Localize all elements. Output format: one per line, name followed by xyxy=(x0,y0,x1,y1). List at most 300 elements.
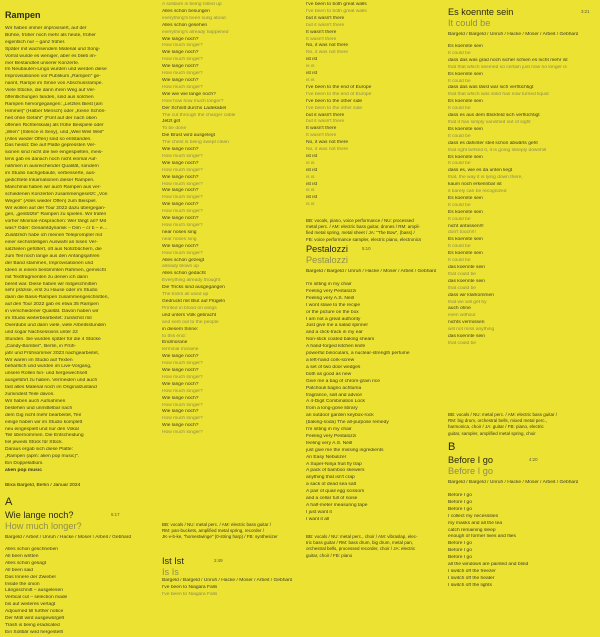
lyric-line: even without xyxy=(448,313,476,319)
lyrics-before-i-go xyxy=(448,493,528,590)
lyric-line: The tricks all used up xyxy=(162,292,209,298)
essay-line: in verschiedener Qualität. Davon haben wir xyxy=(5,309,99,315)
essay-line: Daraus ergab sich diese Platte: xyxy=(5,447,73,453)
lyric-line: How much longer? xyxy=(162,416,203,422)
lyric-line: but it wasn't there xyxy=(306,22,345,28)
lyric-line: powerful binoculars, a nuclear-strength perfume xyxy=(306,351,410,357)
lyric-line: Patchouli bagno achtuma xyxy=(306,385,362,391)
lyric-line: but it wasn't there xyxy=(306,119,345,125)
lyric-line: Before I go xyxy=(448,499,472,505)
lyric-line: near noses sing xyxy=(162,236,197,242)
credit-line: orchestral bells, processed recorder, choir / JA: electric xyxy=(306,546,416,552)
lyric-line: A Super-Ninja fruit fly trap xyxy=(306,461,362,467)
lyric-line: A pair of quail egg scissors xyxy=(306,489,365,495)
essay-line: mit Textfragmenten zu denen ich dann xyxy=(5,274,88,280)
credit-line: RM: pan-buckets, amplified metal spring, recorder / xyxy=(162,528,265,534)
lyric-line: How how how much longer? xyxy=(162,98,224,104)
lyric-line: das koennte sein xyxy=(448,334,485,340)
song-credit: Bargeld / Bargeld / Unruh / Hacke / Moser / Arbeit / Gebhard xyxy=(162,578,293,583)
lyric-line: No, it was not there xyxy=(306,43,349,49)
lyric-line: Before I go xyxy=(448,541,472,547)
lyric-line: How much longer? xyxy=(162,430,203,436)
lyrics-continued xyxy=(162,2,304,437)
essay-line: Improvisationen vor Publikum „Rampen" ge- xyxy=(5,74,101,80)
credits-wie-lange-noch xyxy=(162,522,278,541)
lyric-line: Wie lange noch? xyxy=(162,395,199,401)
credit-line: RM: big drum, orchestral bells, mixed metal perc., xyxy=(448,418,548,424)
essay-line: jahr und Frühsommer 2023 nachgearbeitet, xyxy=(5,350,100,356)
lyric-line: How much longer? xyxy=(162,388,203,394)
lyric-line: Before I go xyxy=(448,548,472,554)
lyric-line: ist ist xyxy=(306,71,318,77)
lyric-line: Wie lange noch? xyxy=(162,36,199,42)
lyric-line: Alles schon besungen xyxy=(162,8,210,14)
side-b-label: B xyxy=(448,441,456,453)
credit-line: harmonica, choir / JA: guitar / FB: piano, electric xyxy=(448,424,544,430)
credit-line: guitar, sampler, amplified metal spring, choir xyxy=(448,430,536,436)
song-subtitle: Pestalozzi xyxy=(306,255,348,265)
lyric-line: Wie lange noch? xyxy=(162,147,199,153)
essay-line: satzteilen gefüttert, oft aus Notizbüchern, die xyxy=(5,247,102,252)
lyric-line: I just want it xyxy=(306,509,332,515)
song-duration: 2:49 xyxy=(214,558,223,563)
lyric-line: that could be xyxy=(448,271,477,277)
lyric-line: I switch off the freezer xyxy=(448,568,496,574)
essay-line: (Alles wieder Offen) sind so entstanden. xyxy=(5,136,92,142)
essay-line: nannt, Rampe im Sinne von Abschussrampe. xyxy=(5,81,103,87)
lyric-line: und unters Volk gebracht xyxy=(162,312,217,318)
lyric-line: How much longer? xyxy=(162,195,203,201)
lyric-line: I switch off the lights xyxy=(448,582,492,588)
lyric-line: How much longer? xyxy=(162,84,203,90)
lyric-line: Wie lange noch? xyxy=(162,409,199,415)
essay-line: Wir wollen auf der Tour 2022 dazu übergegan- xyxy=(5,205,106,211)
lyric-line: catch remaining sleep xyxy=(448,527,496,533)
lyric-line: How much longer? xyxy=(162,71,203,77)
lyric-line: and a click-track in my ear xyxy=(306,330,363,336)
lyric-line: it barely can be recognized xyxy=(448,189,507,195)
lyric-line: everything's already happened xyxy=(162,29,229,35)
essay-line: gen, „gestützte" Rampen zu spielen. Wir trafen xyxy=(5,212,107,218)
essay-line: Zusätzlich habe ich meinen Teleprompter mit xyxy=(5,233,102,239)
lyric-line: It could be xyxy=(448,202,471,208)
lyric-line: bis auf weiteres vertagt xyxy=(5,602,56,608)
lyric-line: Die Tricks sind ausgegangen xyxy=(162,285,225,291)
lyric-line: Das Innere der Zwiebel xyxy=(5,574,56,580)
essay-line: Wir waren im Studio auf Texten xyxy=(5,357,73,363)
lyric-line: I've been to the other side xyxy=(306,105,363,111)
lyric-line: Adjourned till further notice xyxy=(5,609,64,615)
song-subtitle: How much longer? xyxy=(5,521,82,531)
lyric-line: near noses sing xyxy=(162,229,197,235)
lyric-line: Alles schon geschrieben xyxy=(5,547,59,552)
essay-line: tens gab es danach noch nicht einmal Auf- xyxy=(5,157,98,163)
lyric-line: Wie lange noch? xyxy=(162,188,199,194)
essay-line: neu eingespielt und nur den Vokal xyxy=(5,426,79,432)
signature: Blixa Bargeld, Berlin / Januar 2024 xyxy=(5,483,81,488)
lyric-line: A hand-forged kitchen knife xyxy=(306,344,366,350)
lyric-line: that could be xyxy=(448,285,477,291)
song-title-wie-lange-noch: Wie lange noch? xyxy=(5,510,74,520)
essay-line: Wir haben immer improvisiert, auf der xyxy=(5,26,87,31)
lyric-line: Endmorane xyxy=(162,340,188,346)
lyric-line: dass es, wie es da unten liegt xyxy=(448,168,513,174)
lyric-line: an outdoor garden keybox-rock xyxy=(306,413,374,419)
essay-line: zumindest Teile davon. xyxy=(5,392,55,398)
essay-line: Himmel)" (Halber Mensch) oder „Keine Schön- xyxy=(5,108,106,114)
lyric-line: dass wir klarkommen xyxy=(448,292,494,298)
song-credit: Bargeld / Bargeld / Unruh / Hacke / Moser / Arbeit / Gebhard xyxy=(448,480,579,485)
lyric-line: A pack of bamboo skewers xyxy=(306,468,365,474)
lyric-line: Es koennte sein xyxy=(448,251,483,257)
lyric-line: to this end: xyxy=(162,333,186,339)
lyric-line: both as good as new xyxy=(306,371,352,377)
lyric-line: das koennte sein xyxy=(448,265,485,270)
essay-line: „Rampen (apm: alien pop music)". xyxy=(5,454,80,460)
lyric-line: No, it was not there xyxy=(306,50,349,56)
lyric-line: Wie lange noch? xyxy=(162,50,199,56)
lyric-line: Alles schon gedacht xyxy=(162,271,206,277)
lyric-line: a left-hand cork-screw xyxy=(306,357,355,363)
lyric-line: It could be xyxy=(448,216,471,222)
lyric-line: that it has simply vanished out of sight xyxy=(448,119,531,125)
essay-line: im Studio nachgebaute, verbesserte, aus- xyxy=(5,171,96,177)
lyric-line: It wasn't there xyxy=(306,36,337,42)
essay-line: mer Bestandteil unserer Konzerte. xyxy=(5,60,80,66)
essay-line: Ideen in einem bestimmten Rahmen, gemischt xyxy=(5,267,106,273)
lyric-line: Printed in blood on wings xyxy=(162,305,217,311)
lyric-line: that right behind it, it is going steeply downhill xyxy=(448,147,547,153)
lyric-line: everything's been sung about xyxy=(162,15,226,21)
essay-line: sionen sind nicht die live eingespielten, meis- xyxy=(5,150,103,156)
lyric-line: How much longer? xyxy=(162,57,203,63)
lyric-line: Feeling very Pestalozzi xyxy=(306,288,357,294)
song-subtitle: Before I go xyxy=(448,466,493,476)
lyric-line: No, it was not there xyxy=(306,140,349,146)
lyric-line: Es koennte sein xyxy=(448,195,483,201)
lyric-line: Feeling very A.S. Neill xyxy=(306,295,354,301)
lyric-line: Feeling very Pestalozzi xyxy=(306,433,357,439)
lyric-line: dass es dahinter steil schon abwärts geht xyxy=(448,140,538,146)
essay-line: und sogar Nachsessions unter 22 xyxy=(5,329,78,335)
lyric-line: kaum noch erkennbar ist xyxy=(448,182,502,188)
essay-line: alien pop music xyxy=(5,468,42,473)
lyric-line: I switch off the heater xyxy=(448,575,495,581)
lyric-line: dass das was lässt war sich verflüchtigt xyxy=(448,85,534,91)
lyrics-pestalozzi xyxy=(306,282,410,524)
lyric-line: How much longer? xyxy=(162,223,203,228)
lyric-line: is is xyxy=(306,188,315,194)
song-credit: Bargeld / Bargeld / Unruh / Hacke / Moser / Arbeit / Gebhard xyxy=(448,32,579,37)
lyric-line: Es koennte sein xyxy=(448,154,483,160)
lyric-line: How much longer? xyxy=(162,402,203,408)
credit-line: BB: vocals / NU: metal perc. / AM: electric bass guitar / xyxy=(448,412,558,417)
lyric-line: Wie lange noch? xyxy=(162,160,199,166)
lyric-line: Just give me a salad spinner xyxy=(306,323,368,329)
lyric-line: Wie lange noch? xyxy=(162,64,199,70)
lyric-line: Wie lange noch? xyxy=(162,354,199,360)
lyric-line: Der Schnitt durchs Ladekabel xyxy=(162,105,227,111)
essay-line: unsere Rollen hin- und hergewechselt xyxy=(5,371,88,377)
essay-line: vorher Minimal-Absprachen: Wer fängt an? Mit xyxy=(5,219,107,225)
lyric-line: Es koennte sein xyxy=(448,126,483,132)
lyric-line: is is xyxy=(306,77,315,83)
lyric-line: I've been to both great walls xyxy=(306,8,367,14)
lyric-line: The chest is being swept clean xyxy=(162,140,229,146)
song-subtitle: It could be xyxy=(448,18,491,28)
lyric-line: all the windows are painted and blind xyxy=(448,562,529,568)
essay-line: Rampen hervorgegangen: „Letztes Biest (am xyxy=(5,101,103,107)
essay-line: dem Gig nicht mehr bearbeitet, Teil xyxy=(5,412,81,418)
lyric-line: Trash is being eradicated xyxy=(5,622,60,628)
lyric-line: I'm sitting in my chair xyxy=(306,282,352,287)
lyric-line: ist ist xyxy=(306,153,318,159)
lyric-line: Wie lange noch? xyxy=(162,368,199,374)
lyric-line: How much longer? xyxy=(162,361,203,367)
credit-line: BB: vocals, piano, voice performance / NU: processed xyxy=(306,218,414,223)
essay-line: Viele Stücke, die dann ihren Weg auf Ver- xyxy=(5,88,96,94)
lyric-line: Inside the onion xyxy=(5,581,40,587)
lyrics-ist-ist-continued xyxy=(306,2,448,209)
song-credit: Bargeld / Arbeit / Unruh / Hacke / Moser / Arbeit / Gebhard xyxy=(5,535,132,540)
essay-line: öffentlichungen fanden, sind aus solchen xyxy=(5,95,94,101)
essay-line: auf den Tour 2022 gab es etwa 35 Rampen xyxy=(5,302,99,308)
credit-line: fied metal spring, metal sheet / JA: "The Bow", (bass) / xyxy=(306,230,415,236)
lyric-line: It wasn't there xyxy=(306,133,337,139)
lyrics-ist-ist xyxy=(162,585,217,599)
essay-line: einige haben wir im Studio komplett xyxy=(5,419,83,425)
lyric-line: ist ist xyxy=(306,167,318,173)
lyric-line: Es koennte sein xyxy=(448,237,483,243)
lyric-line: I collect my necessities xyxy=(448,513,499,519)
lyric-line: Es koennte sein xyxy=(448,71,483,77)
lyric-line: that that which seemed so certain just now no longer is xyxy=(448,64,567,70)
lyric-line: I've been to Niagara Falls xyxy=(162,585,218,590)
lyric-line: Jetzt gilt xyxy=(162,119,180,125)
lyric-line: A half-meter measuring tape xyxy=(306,503,368,508)
credit-line: FB: voice performance sampler, electric piano, electronics xyxy=(306,236,422,242)
lyric-line: that could be xyxy=(448,340,477,346)
song-duration: 5:10 xyxy=(362,246,371,251)
essay-line: Wegen" (Alles wieder Offen) zum Beispiel. xyxy=(5,198,97,204)
lyric-line: I've been to Niagara Falls xyxy=(162,591,218,597)
lyric-line: nicht anfassen!!! xyxy=(448,223,484,229)
lyric-line: anything that isn't crap xyxy=(306,475,355,481)
lyric-line: ist ist xyxy=(306,195,318,201)
lyric-line: It could be xyxy=(448,244,471,250)
lyric-line: All been said xyxy=(5,567,34,573)
song-duration: 3:21 xyxy=(581,9,590,14)
essay-line: Im Neubauten-Lingo wurden und werden diese xyxy=(5,67,107,73)
lyric-line: from a long-gone library xyxy=(306,406,358,412)
lyric-line: Längsschnitt – ausgelesen xyxy=(5,588,63,594)
essay-line: bestehen und unmittelbar nach xyxy=(5,405,73,411)
lyric-line: or the picture on the box xyxy=(306,309,359,315)
essay-title: Rampen xyxy=(5,10,41,20)
credit-line: tric bass guitar / RM: bass drum, big drum, metal pan, xyxy=(306,540,414,546)
lyric-line: It wasn't there xyxy=(306,29,337,35)
lyric-line: Before I go xyxy=(448,506,472,512)
essay-line: gedichtete Inkarnationen dieser Rampen. xyxy=(5,177,95,183)
lyric-line: Give me a bag of chrom-grain rice xyxy=(306,378,380,384)
lyric-line: It could be xyxy=(448,106,471,112)
lyric-line: Der Müll wird ausgewürgelt xyxy=(5,616,64,622)
credit-line: guitar, choir / FB: piano xyxy=(306,552,353,558)
lyric-line: Before I go xyxy=(448,493,472,498)
credit-line: BB: vocals / NU: metal perc. / AM: electric bass guitar / xyxy=(162,522,272,527)
song-title-ist-ist: Ist Ist xyxy=(162,556,184,566)
essay-line: fast alles Material noch im Originalzustand xyxy=(5,385,97,391)
essay-line: heit ohne Gefahr" (Fünf auf der nach oben xyxy=(5,115,97,121)
essay-line: Stunden. Sie wurden später für die 4 Stücke xyxy=(5,336,101,342)
credit-line: BB: vocals / NU: metal perc., choir / AM: vibraslap, elec- xyxy=(306,534,418,539)
lyric-line: I've been to both great walls xyxy=(306,2,367,7)
lyric-line: and sent out to the people xyxy=(162,319,219,325)
lyric-line: I've been to the end of Europe xyxy=(306,84,372,90)
essay-line: Bühne, früher noch mehr als heute, früher xyxy=(5,32,96,38)
essay-body xyxy=(5,26,148,475)
lyric-line: Wie lange noch? xyxy=(162,216,199,222)
lyric-line: How much longer? xyxy=(162,250,203,256)
essay-line: „Candy-Bomber", Berlin, in Früh- xyxy=(5,343,77,349)
lyric-line: How much longer? xyxy=(162,209,203,215)
essay-line: Das heisst: Die auf Platte gepressten Ver- xyxy=(5,143,96,149)
lyric-line: Es koennte sein xyxy=(448,209,483,215)
lyric-line: Alles schon gesagt xyxy=(5,560,47,566)
lyric-line: ist ist xyxy=(306,181,318,187)
essay-line: Ein Doppelalbum. xyxy=(5,461,44,467)
lyric-line: in diesem Sinne: xyxy=(162,326,199,332)
essay-line: was? Oder: Gesamtdynamik – Dim – cr b – e… xyxy=(5,226,108,232)
lyric-line: No, it was not there xyxy=(306,147,349,153)
lyric-line: Alles schon gesehen xyxy=(162,22,208,28)
lyric-line: Wie lange noch? xyxy=(162,174,199,180)
lyric-line: terminal moraine xyxy=(162,347,199,353)
lyric-line: enough of former lives and flies xyxy=(448,534,516,540)
lyric-line: A solitaire is being rolled up xyxy=(162,2,222,7)
lyric-line: Before I go xyxy=(448,555,472,561)
lyric-line: It could be xyxy=(448,50,471,56)
lyric-line: just give me the missing ingredients xyxy=(306,447,384,453)
song-title-es-koennte-sein: Es koennte sein xyxy=(448,7,514,17)
lyric-line: (baking-soda) The all-purpose remedy xyxy=(306,420,389,426)
essay-line: nahmen in ausreichender Qualität, sondern xyxy=(5,164,99,170)
lyric-line: I've been to the end of Europe xyxy=(306,91,372,97)
lyric-line: Non-stick coated baking shears xyxy=(306,337,375,343)
lyric-line: Alles schon gezeigt xyxy=(162,257,205,263)
essay-line: der Band stammen, Improvisationen und xyxy=(5,260,94,266)
essay-line: fiel jeweils Stück für Stück. xyxy=(5,440,63,446)
credits-es-koennte-sein xyxy=(448,412,557,437)
lyric-line: All been written xyxy=(5,553,39,559)
lyric-line: is is xyxy=(306,202,315,208)
lyric-line: Vertical cut – selection made xyxy=(5,595,68,601)
essay-line: zum Teil noch lange aus den Anfangsjahren xyxy=(5,253,100,259)
lyric-line: How much longer? xyxy=(162,181,203,187)
lyric-line: don't touch!!! xyxy=(448,230,476,236)
lyric-line: dass es aus dem Blickfeld sich verflüchtigt xyxy=(448,113,540,119)
lyric-line: but it wasn't there xyxy=(306,112,345,118)
lyric-line: Wie lange noch? xyxy=(162,243,199,249)
essay-line: Wir haben auch Aufnahmen xyxy=(5,398,66,404)
lyric-line: ist ist xyxy=(306,57,318,63)
song-duration: 4:20 xyxy=(529,457,538,462)
lyric-line: The cut through the charger cable xyxy=(162,112,236,118)
lyric-line: It could be xyxy=(448,258,471,264)
song-title-pestalozzi: Pestalozzi xyxy=(306,244,348,254)
essay-line: eigentlich nur – ganz früher. xyxy=(5,39,66,45)
lyric-line: das koennte sein xyxy=(448,278,485,284)
lyric-line: is is xyxy=(306,160,315,166)
lyric-line: I've been to the other side xyxy=(306,98,363,104)
lyric-line: It could be xyxy=(448,161,471,167)
lyric-line: How much longer? xyxy=(162,374,203,380)
credit-line: JK-v-b-ke, "homestwinge" (0-string harp) / FB: synthesizer xyxy=(162,534,278,540)
lyric-line: that that which was solid has now turned liquid xyxy=(448,92,549,98)
essay-line: im Studio weiterbearbeitet: zunächst mit xyxy=(5,316,92,322)
lyric-line: fragrance, salt and advice xyxy=(306,392,363,398)
lyric-line: Es koennte sein xyxy=(448,44,483,49)
lyric-line: An Easy Nebulizer xyxy=(306,454,347,460)
essay-line: Später mit wachsendem Material und Song- xyxy=(5,46,101,52)
lyric-line: and a cellar full of noise xyxy=(306,496,358,502)
lyric-line: auch ohne xyxy=(448,306,471,312)
song-duration: 5:17 xyxy=(111,512,120,517)
lyric-line: I want it all xyxy=(306,516,330,522)
lyric-line: already blown up xyxy=(162,264,199,270)
lyric-line: To be done xyxy=(162,126,187,132)
lyric-line: I wont slave to the recipe xyxy=(306,302,361,308)
lyric-line: How much longer? xyxy=(162,167,203,173)
lyrics-es-koennte-sein xyxy=(448,44,596,348)
lyric-line: I'm sitting in my chair xyxy=(306,427,352,433)
essay-line: offenen Richterskala) als frühe Beispiele oder xyxy=(5,122,104,128)
song-subtitle: Is Is xyxy=(162,567,179,577)
lyric-line: Everything already thought xyxy=(162,278,221,284)
lyric-line: Es koennte sein xyxy=(448,99,483,105)
essay-line: „Wien" (Silence is Sexy), und „Weil Weil Weil" xyxy=(5,129,104,135)
credits-pestalozzi xyxy=(306,534,418,559)
essay-line: Vorrat wurde es weniger, aber es blieb im- xyxy=(5,53,97,59)
essay-line: ausgeführt zu haben. Vermeiden und auch xyxy=(5,378,98,384)
essay-line: Teil übernommen. Die Entscheidung xyxy=(5,433,84,439)
lyric-line: nichts vermissen xyxy=(448,320,485,326)
lyric-line: feeling very A.S. Neill xyxy=(306,440,353,446)
lyric-line: that, the way it is lying down there, xyxy=(448,175,523,181)
lyric-line: Wie lange noch? xyxy=(162,202,199,208)
essay-line: beharrlich und wurden im Live-Vorgang, xyxy=(5,364,92,370)
song-title-before-i-go: Before I go xyxy=(448,455,493,465)
essay-line: bereit war. Diese haben wir mitgeschnitten xyxy=(5,281,97,287)
lyric-line: dass das was grad noch sicher schien es nicht mehr ist xyxy=(448,57,568,63)
lyric-line: It could be xyxy=(448,133,471,139)
credit-line: metal perc. / AM: electric bass guitar, drones / RM: ampli- xyxy=(306,224,421,230)
lyric-line: Ein Sollbär wird hergestellt xyxy=(5,629,63,635)
song-credit: Bargeld / Bargeld / Unruh / Hacke / Moser / Arbeit / Gebhard xyxy=(306,269,437,274)
lyric-line: my masks and all the tea xyxy=(448,520,503,526)
lyric-line: a set of two door wedges xyxy=(306,364,361,370)
lyric-line: It could be xyxy=(448,78,471,84)
lyrics-wie-lange-noch xyxy=(5,547,67,637)
essay-line: sehr präzise, erst zu Hause oder im Studio xyxy=(5,288,98,294)
lyric-line: It wasn't there xyxy=(306,126,337,132)
lyric-line: How much longer? xyxy=(162,43,203,49)
essay-line: einer sechsstelligen Auswahl an losen Ver- xyxy=(5,240,98,246)
lyric-line: Wie lange noch? xyxy=(162,77,199,83)
lyric-line: How much longer? xyxy=(162,153,203,159)
essay-line: schiedenen Konzerten zusammengesetzt: „Von xyxy=(5,191,108,197)
lyric-line: a sack of dead sea salt xyxy=(306,482,357,488)
